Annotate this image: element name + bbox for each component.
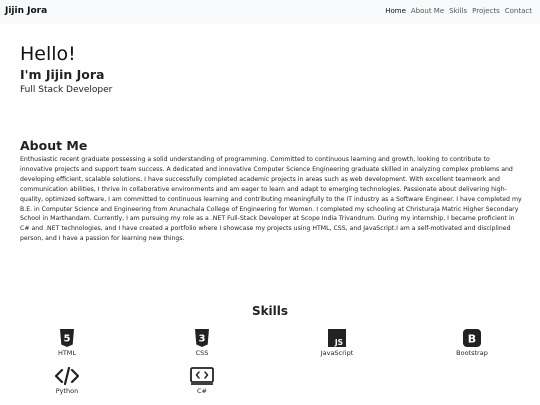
bootstrap-icon <box>463 329 481 347</box>
css3-icon <box>194 329 210 347</box>
skills-title: Skills <box>251 304 289 318</box>
skill-css <box>172 329 232 357</box>
code-icon <box>55 367 79 385</box>
nav-links <box>385 7 532 15</box>
bootstrap-icon-glyph: B <box>467 332 477 346</box>
html5-icon <box>59 329 75 347</box>
javascript-icon-glyph: JS <box>334 338 344 347</box>
skill-csharp <box>172 367 232 395</box>
nav-link-skills[interactable]: Skills <box>449 7 468 15</box>
skill-python <box>37 367 97 395</box>
about-text: Enthusiastic recent graduate possessing a solid understanding of programming. Committed to continuous learning and growth, looking to contribute to innovative projects and support team success. A dedicated and innovative Computer Science Engineering graduate skilled in analyzing complex problems and developing efficient, scalable solutions. I have successfully completed academic projects in areas such as web development. With excellent teamwork and communication abilities, I thrive in collaborative environments and am eager to learn and adapt to emerging technologies. Passionate about delivering high-quality, optimized software, I am committed to continuous learning and contributing meaningfully to the IT industry as a Software Engineer. I have completed my B.E. in Computer Science and Engineering from Arunachala College of Engineering for Women. I completed my schooling at Christuraja Matric Higher Secondary School in Marthandam. Currently, I am pursuing my role as a .NET Full-Stack Developer at Scope India Trivandrum. During my internship, I became proficient in C# and .NET technologies, and I have created a portfolio where I showcase my projects using HTML, CSS, and JavaScript.I am a self-motivated and disciplined person, and I have a passion for learning new things. <box>20 156 522 243</box>
hero-section <box>20 43 112 97</box>
nav-link-about[interactable]: About Me <box>410 7 445 15</box>
hero-role: Full Stack Developer <box>20 85 113 95</box>
skill-javascript <box>307 329 367 357</box>
skill-label-css: CSS <box>195 349 209 357</box>
about-section <box>20 138 522 244</box>
javascript-icon <box>328 329 346 347</box>
skill-label-html: HTML <box>57 349 77 357</box>
nav-link-home[interactable]: Home <box>385 7 406 15</box>
skill-label-bootstrap: Bootstrap <box>456 349 488 357</box>
code-window-icon <box>190 367 214 385</box>
nav-link-contact[interactable]: Contact <box>504 7 532 15</box>
hero-name: I'm Jijin Jora <box>20 67 105 82</box>
about-title: About Me <box>20 138 88 153</box>
nav-link-projects[interactable]: Projects <box>472 7 500 15</box>
navbar-brand[interactable]: Jijin Jora <box>5 6 48 16</box>
skill-label-python: Python <box>55 387 79 395</box>
hero-greeting: Hello! <box>20 43 76 65</box>
skill-label-csharp: C# <box>197 387 207 395</box>
skill-html <box>37 329 97 357</box>
html5-icon-glyph: 5 <box>63 333 71 345</box>
skill-bootstrap <box>442 329 502 357</box>
navbar <box>0 0 540 24</box>
skill-label-javascript: JavaScript <box>320 349 354 357</box>
css3-icon-glyph: 3 <box>198 333 206 345</box>
